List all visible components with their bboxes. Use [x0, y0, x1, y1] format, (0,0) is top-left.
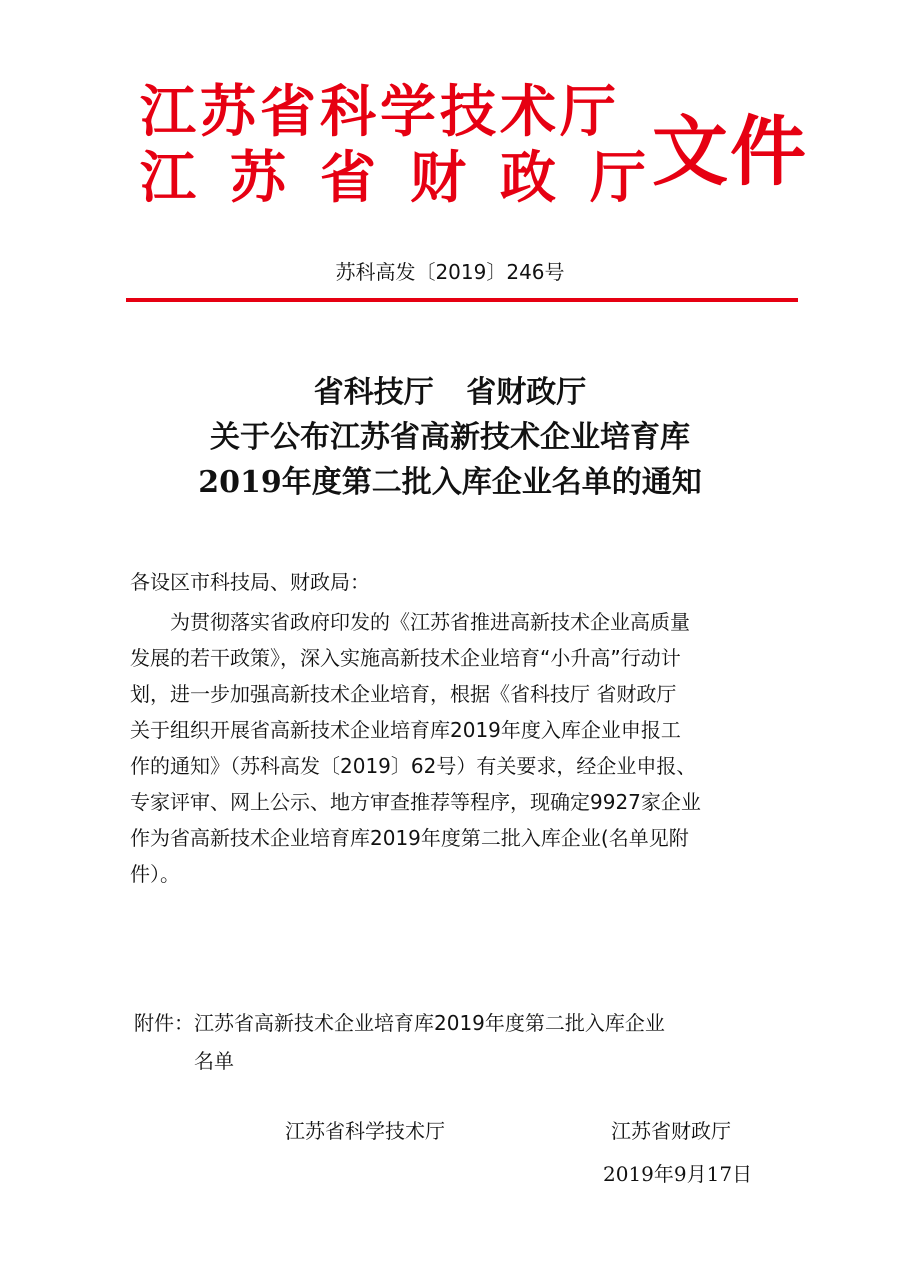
- title-line-1: 省科技厅 省财政厅: [313, 375, 587, 410]
- masthead-line-1: 江苏省科学技术厅: [140, 79, 620, 145]
- paragraph-line: 专家评审、网上公示、地方审查推荐等程序，现确定9927家企业: [130, 790, 701, 814]
- masthead-suffix: 文件: [652, 107, 808, 196]
- document-title: [0, 370, 900, 505]
- body-paragraph: [130, 604, 800, 892]
- attachment-note: [134, 1004, 665, 1080]
- signature-date: 2019年9月17日: [603, 1162, 753, 1186]
- paragraph-line: 作为省高新技术企业培育库2019年度第二批入库企业(名单见附: [130, 826, 689, 850]
- signature-org-2: 江苏省财政厅: [611, 1119, 731, 1143]
- paragraph-line: 作的通知》（苏科高发〔2019〕62号）有关要求，经企业申报、: [130, 754, 697, 778]
- salutation: 各设区市科技局、财政局：: [130, 570, 370, 594]
- attachment-line-1: 附件：江苏省高新技术企业培育库2019年度第二批入库企业: [134, 1011, 665, 1035]
- red-divider-rule: [126, 298, 798, 302]
- paragraph-line: 划，进一步加强高新技术企业培育，根据《省科技厅 省财政厅: [130, 682, 677, 706]
- paragraph-line: 件）。: [130, 862, 180, 886]
- title-line-3: 2019年度第二批入库企业名单的通知: [198, 465, 702, 500]
- masthead-line-2: 江苏省财政厅: [140, 145, 680, 211]
- signature-org-1: 江苏省科学技术厅: [285, 1119, 445, 1143]
- paragraph-line: 为贯彻落实省政府印发的《江苏省推进高新技术企业高质量: [170, 610, 690, 634]
- red-masthead: [140, 79, 808, 222]
- document-number: 苏科高发〔2019〕246号: [335, 260, 565, 284]
- paragraph-line: 关于组织开展省高新技术企业培育库2019年度入库企业申报工: [130, 718, 681, 742]
- title-line-2: 关于公布江苏省高新技术企业培育库: [210, 420, 690, 455]
- paragraph-line: 发展的若干政策》，深入实施高新技术企业培育“小升高”行动计: [130, 646, 681, 670]
- attachment-line-2: 名单: [194, 1049, 234, 1073]
